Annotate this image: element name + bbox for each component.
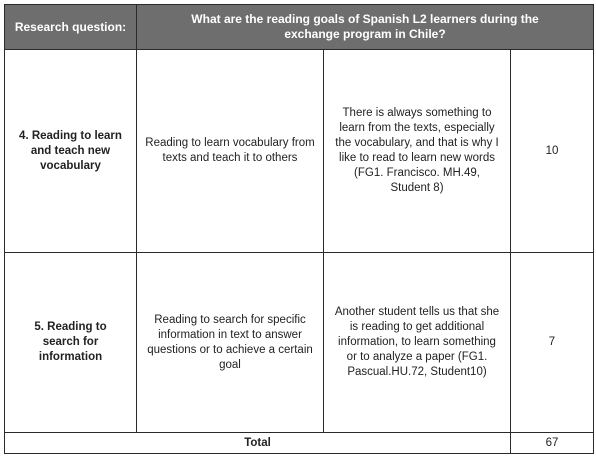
- research-question-label: [5, 5, 137, 50]
- count-cell: [511, 253, 594, 433]
- table-header-row: [5, 5, 594, 50]
- reading-goals-table: [4, 4, 594, 454]
- quote-text: Another student tells us that she is reading to get additional information, to learn something or to analyze a paper (FG1. Pascual.HU.72, Student10): [334, 306, 500, 378]
- quote-cell: [324, 50, 511, 253]
- research-question-label-text: Research question:: [14, 19, 127, 34]
- count-text: 7: [548, 336, 556, 348]
- total-label-cell: [5, 433, 511, 454]
- reading-goals-table-container: [4, 4, 593, 455]
- total-value-cell: [511, 433, 594, 454]
- goal-text: 4. Reading to learn and teach new vocabulary: [19, 129, 122, 172]
- table-row: [5, 253, 594, 433]
- research-question-text-content: What are the reading goals of Spanish L2 learners during the exchange program in Chile?: [191, 12, 539, 41]
- total-label: Total: [244, 436, 271, 449]
- research-question-text: [137, 5, 594, 50]
- count-cell: [511, 50, 594, 253]
- table-row: [5, 50, 594, 253]
- description-text: Reading to search for specific information in text to answer questions or to achieve a certain goal: [147, 313, 313, 371]
- goal-cell: [5, 253, 137, 433]
- goal-cell: [5, 50, 137, 253]
- total-row: [5, 433, 594, 454]
- quote-text: There is always something to learn from the texts, especially the vocabulary, and that is why I like to read to learn new words (FG1. Francisco. MH.49, Student 8): [335, 107, 499, 194]
- goal-text: 5. Reading to search for information: [34, 321, 107, 363]
- total-value: 67: [545, 436, 559, 449]
- description-text: Reading to learn vocabulary from texts and teach it to others: [145, 137, 315, 164]
- quote-cell: [324, 253, 511, 433]
- count-text: 10: [545, 144, 559, 157]
- description-cell: [137, 50, 324, 253]
- description-cell: [137, 253, 324, 433]
